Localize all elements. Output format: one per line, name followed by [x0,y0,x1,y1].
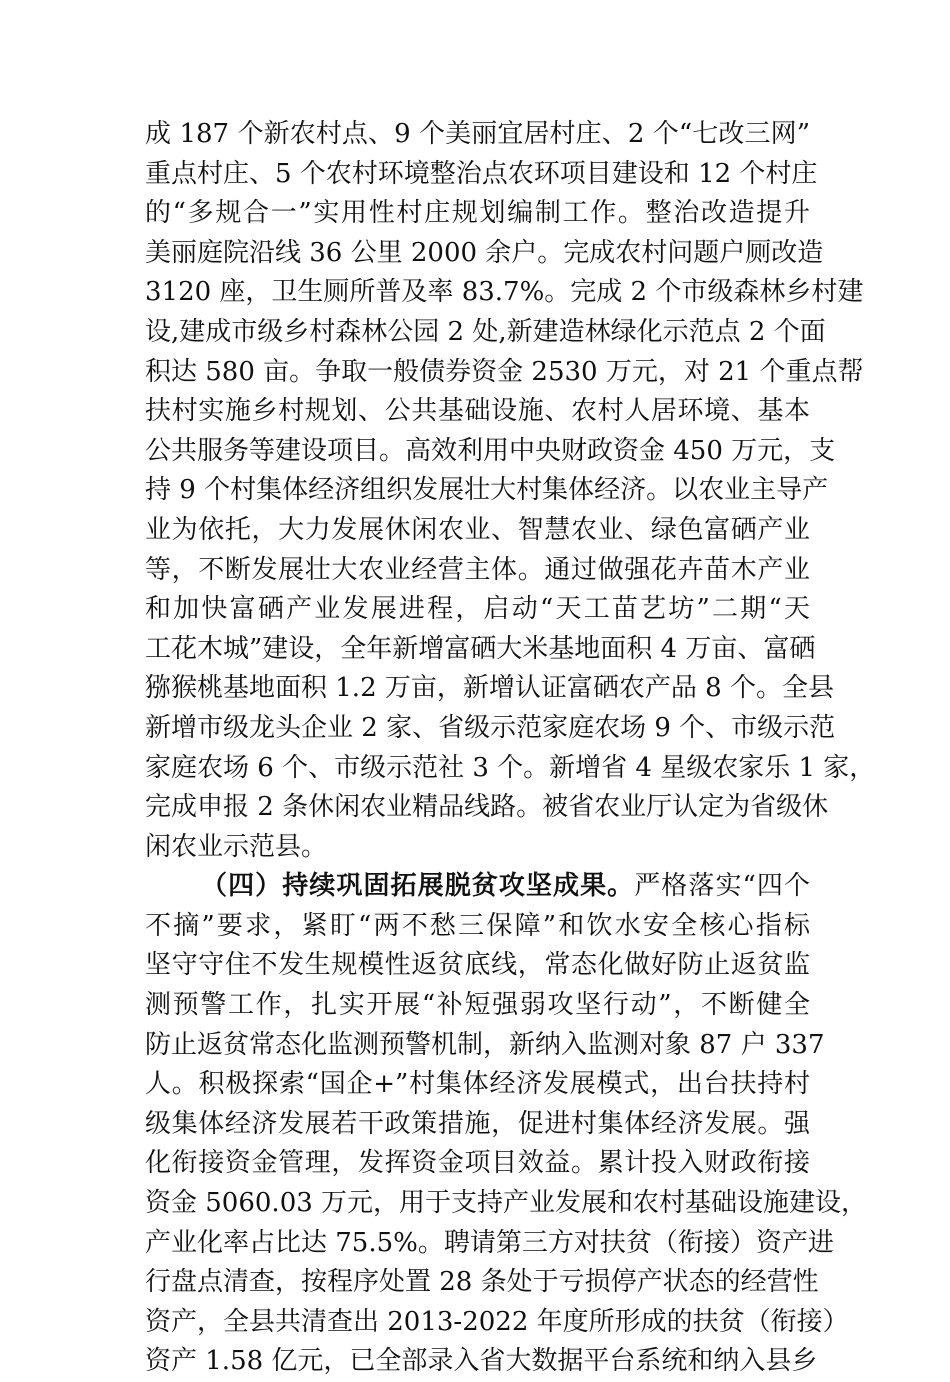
text-line: 家庭农场 6 个、市级示范社 3 个。新增省 4 星级农家乐 1 家， [145,752,876,783]
text-line: 不摘”要求，紧盯“两不愁三保障”和饮水安全核心指标 [145,910,810,941]
paragraph-rural-construction [145,115,876,867]
text-line: 防止返贫常态化监测预警机制，新纳入监测对象 87 户 337 [145,1029,825,1060]
text-line: 测预警工作，扎实开展“补短强弱攻坚行动”，不断健全 [145,990,810,1021]
text-line: 等，不断发展壮大农业经营主体。通过做强花卉苗木产业 [145,554,810,585]
text-line: 资金 5060.03 万元，用于支持产业发展和农村基础设施建设， [145,1188,868,1219]
text-line: 资产，全县共清查出 2013-2022 年度所形成的扶贫（衔接） [145,1306,849,1337]
text-line: 工花木城”建设，全年新增富硒大米基地面积 4 万亩、富硒 [145,633,816,664]
text-line: 猕猴桃基地面积 1.2 万亩，新增认证富硒农产品 8 个。全县 [145,673,834,704]
text-line: 3120 座，卫生厕所普及率 83.7%。完成 2 个市级森林乡村建 [145,277,864,308]
text-line: 和加快富硒产业发展进程，启动“天工苗艺坊”二期“天 [145,594,810,625]
text-line: 级集体经济发展若干政策措施，促进村集体经济发展。强 [145,1108,810,1139]
section-heading: （四）持续巩固拓展脱贫攻坚成果。 [201,871,635,902]
text-line: 新增市级龙头企业 2 家、省级示范家庭农场 9 个、市级示范 [145,712,836,743]
paragraph-first-line [145,867,810,907]
heading-line-rest: 严格落实“四个 [634,871,810,902]
text-line: 完成申报 2 条休闲农业精品线路。被省农业厅认定为省级休 [145,792,829,823]
text-line: 扶村实施乡村规划、公共基础设施、农村人居环境、基本 [145,396,810,427]
text-line: 美丽庭院沿线 36 公里 2000 余户。完成农村问题户厕改造 [145,237,824,268]
text-line: 产业化率占比达 75.5%。聘请第三方对扶贫（衔接）资产进 [145,1227,834,1258]
text-line: 成 187 个新农村点、9 个美丽宜居村庄、2 个“七改三网” [145,119,810,149]
text-line: 资产 1.58 亿元，已全部录入省大数据平台系统和纳入县乡 [145,1346,818,1377]
text-line: 行盘点清查，按程序处置 28 条处于亏损停产状态的经营性 [145,1267,819,1298]
text-line: 业为依托，大力发展休闲农业、智慧农业、绿色富硒产业 [145,514,810,545]
text-line: 公共服务等建设项目。高效利用中央财政资金 450 万元，支 [145,435,836,466]
text-line: 人。积极探索“国企+”村集体经济发展模式，出台扶持村 [145,1069,810,1100]
text-line: 坚守守住不发生规模性返贫底线，常态化做好防止返贫监 [145,950,810,981]
text-line: 持 9 个村集体经济组织发展壮大村集体经济。以农业主导产 [145,475,829,506]
text-line-last: 闲农业示范县。 [145,831,328,862]
text-line: 积达 580 亩。争取一般债券资金 2530 万元，对 21 个重点帮 [145,356,864,387]
paragraph-poverty-alleviation [145,867,868,1382]
text-line: 重点村庄、5 个农村环境整治点农环项目建设和 12 个村庄 [145,158,818,189]
text-line: 的“多规合一”实用性村庄规划编制工作。整治改造提升 [145,198,810,229]
text-line: 设,建成市级乡村森林公园 2 处,新建造林绿化示范点 2 个面 [145,316,826,347]
body-text [145,115,876,1382]
text-line: 化衔接资金管理，发挥资金项目效益。累计投入财政衔接 [145,1148,810,1179]
